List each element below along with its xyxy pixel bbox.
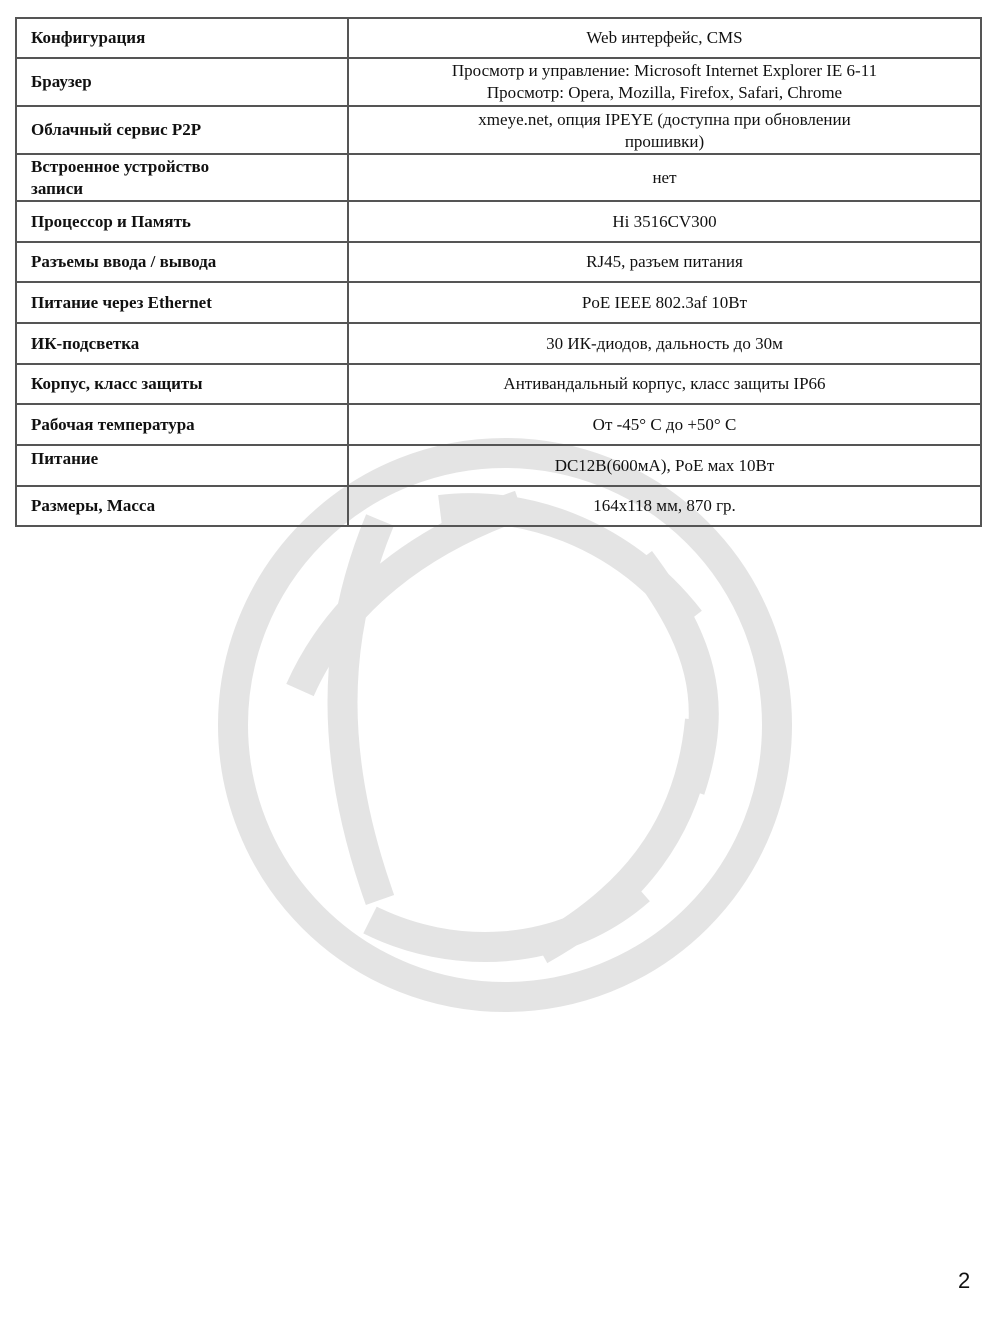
spec-value-line: xmeye.net, опция IPEYE (доступна при обновлении — [478, 110, 851, 129]
spec-value-line: Просмотр: Opera, Mozilla, Firefox, Safari, Chrome — [486, 83, 843, 102]
table-row — [16, 364, 981, 404]
spec-label: ИК-подсветка — [16, 323, 348, 364]
spec-label: Рабочая температура — [16, 404, 348, 445]
spec-label: Облачный сервис P2P — [16, 106, 348, 154]
spec-value: От -45° С до +50° С — [348, 404, 981, 445]
table-row — [16, 154, 981, 201]
spec-value: 30 ИК-диодов, дальность до 30м — [348, 323, 981, 364]
spec-value — [348, 106, 981, 154]
spec-value: PoE IEEE 802.3af 10Вт — [348, 282, 981, 323]
spec-label: Процессор и Память — [16, 201, 348, 242]
specs-table — [15, 17, 982, 527]
spec-value-line: прошивки) — [624, 132, 705, 151]
spec-label-line: записи — [31, 178, 84, 198]
spec-label: Конфигурация — [16, 18, 348, 58]
spec-label — [16, 154, 348, 201]
table-row — [16, 58, 981, 106]
spec-value: нет — [348, 154, 981, 201]
spec-label-line: Встроенное устройство — [31, 156, 210, 176]
spec-value: RJ45, разъем питания — [348, 242, 981, 282]
table-row — [16, 404, 981, 445]
table-row — [16, 242, 981, 282]
spec-label: Браузер — [16, 58, 348, 106]
spec-label: Питание через Ethernet — [16, 282, 348, 323]
spec-label: Размеры, Масса — [16, 486, 348, 526]
spec-label: Разъемы ввода / вывода — [16, 242, 348, 282]
table-row — [16, 201, 981, 242]
spec-value: 164х118 мм, 870 гр. — [348, 486, 981, 526]
spec-value — [348, 58, 981, 106]
spec-label: Корпус, класс защиты — [16, 364, 348, 404]
spec-value: Hi 3516CV300 — [348, 201, 981, 242]
table-row — [16, 486, 981, 526]
table-row — [16, 106, 981, 154]
spec-value: DC12В(600мА), PoE мах 10Вт — [348, 445, 981, 486]
spec-value: Web интерфейс, CMS — [348, 18, 981, 58]
spec-value: Антивандальный корпус, класс защиты IP66 — [348, 364, 981, 404]
page-number: 2 — [958, 1268, 971, 1293]
table-row — [16, 282, 981, 323]
spec-label: Питание — [16, 445, 348, 486]
table-row — [16, 323, 981, 364]
spec-value-line: Просмотр и управление: Microsoft Internet Explorer IE 6-11 — [451, 61, 878, 80]
table-row — [16, 445, 981, 486]
table-row — [16, 18, 981, 58]
